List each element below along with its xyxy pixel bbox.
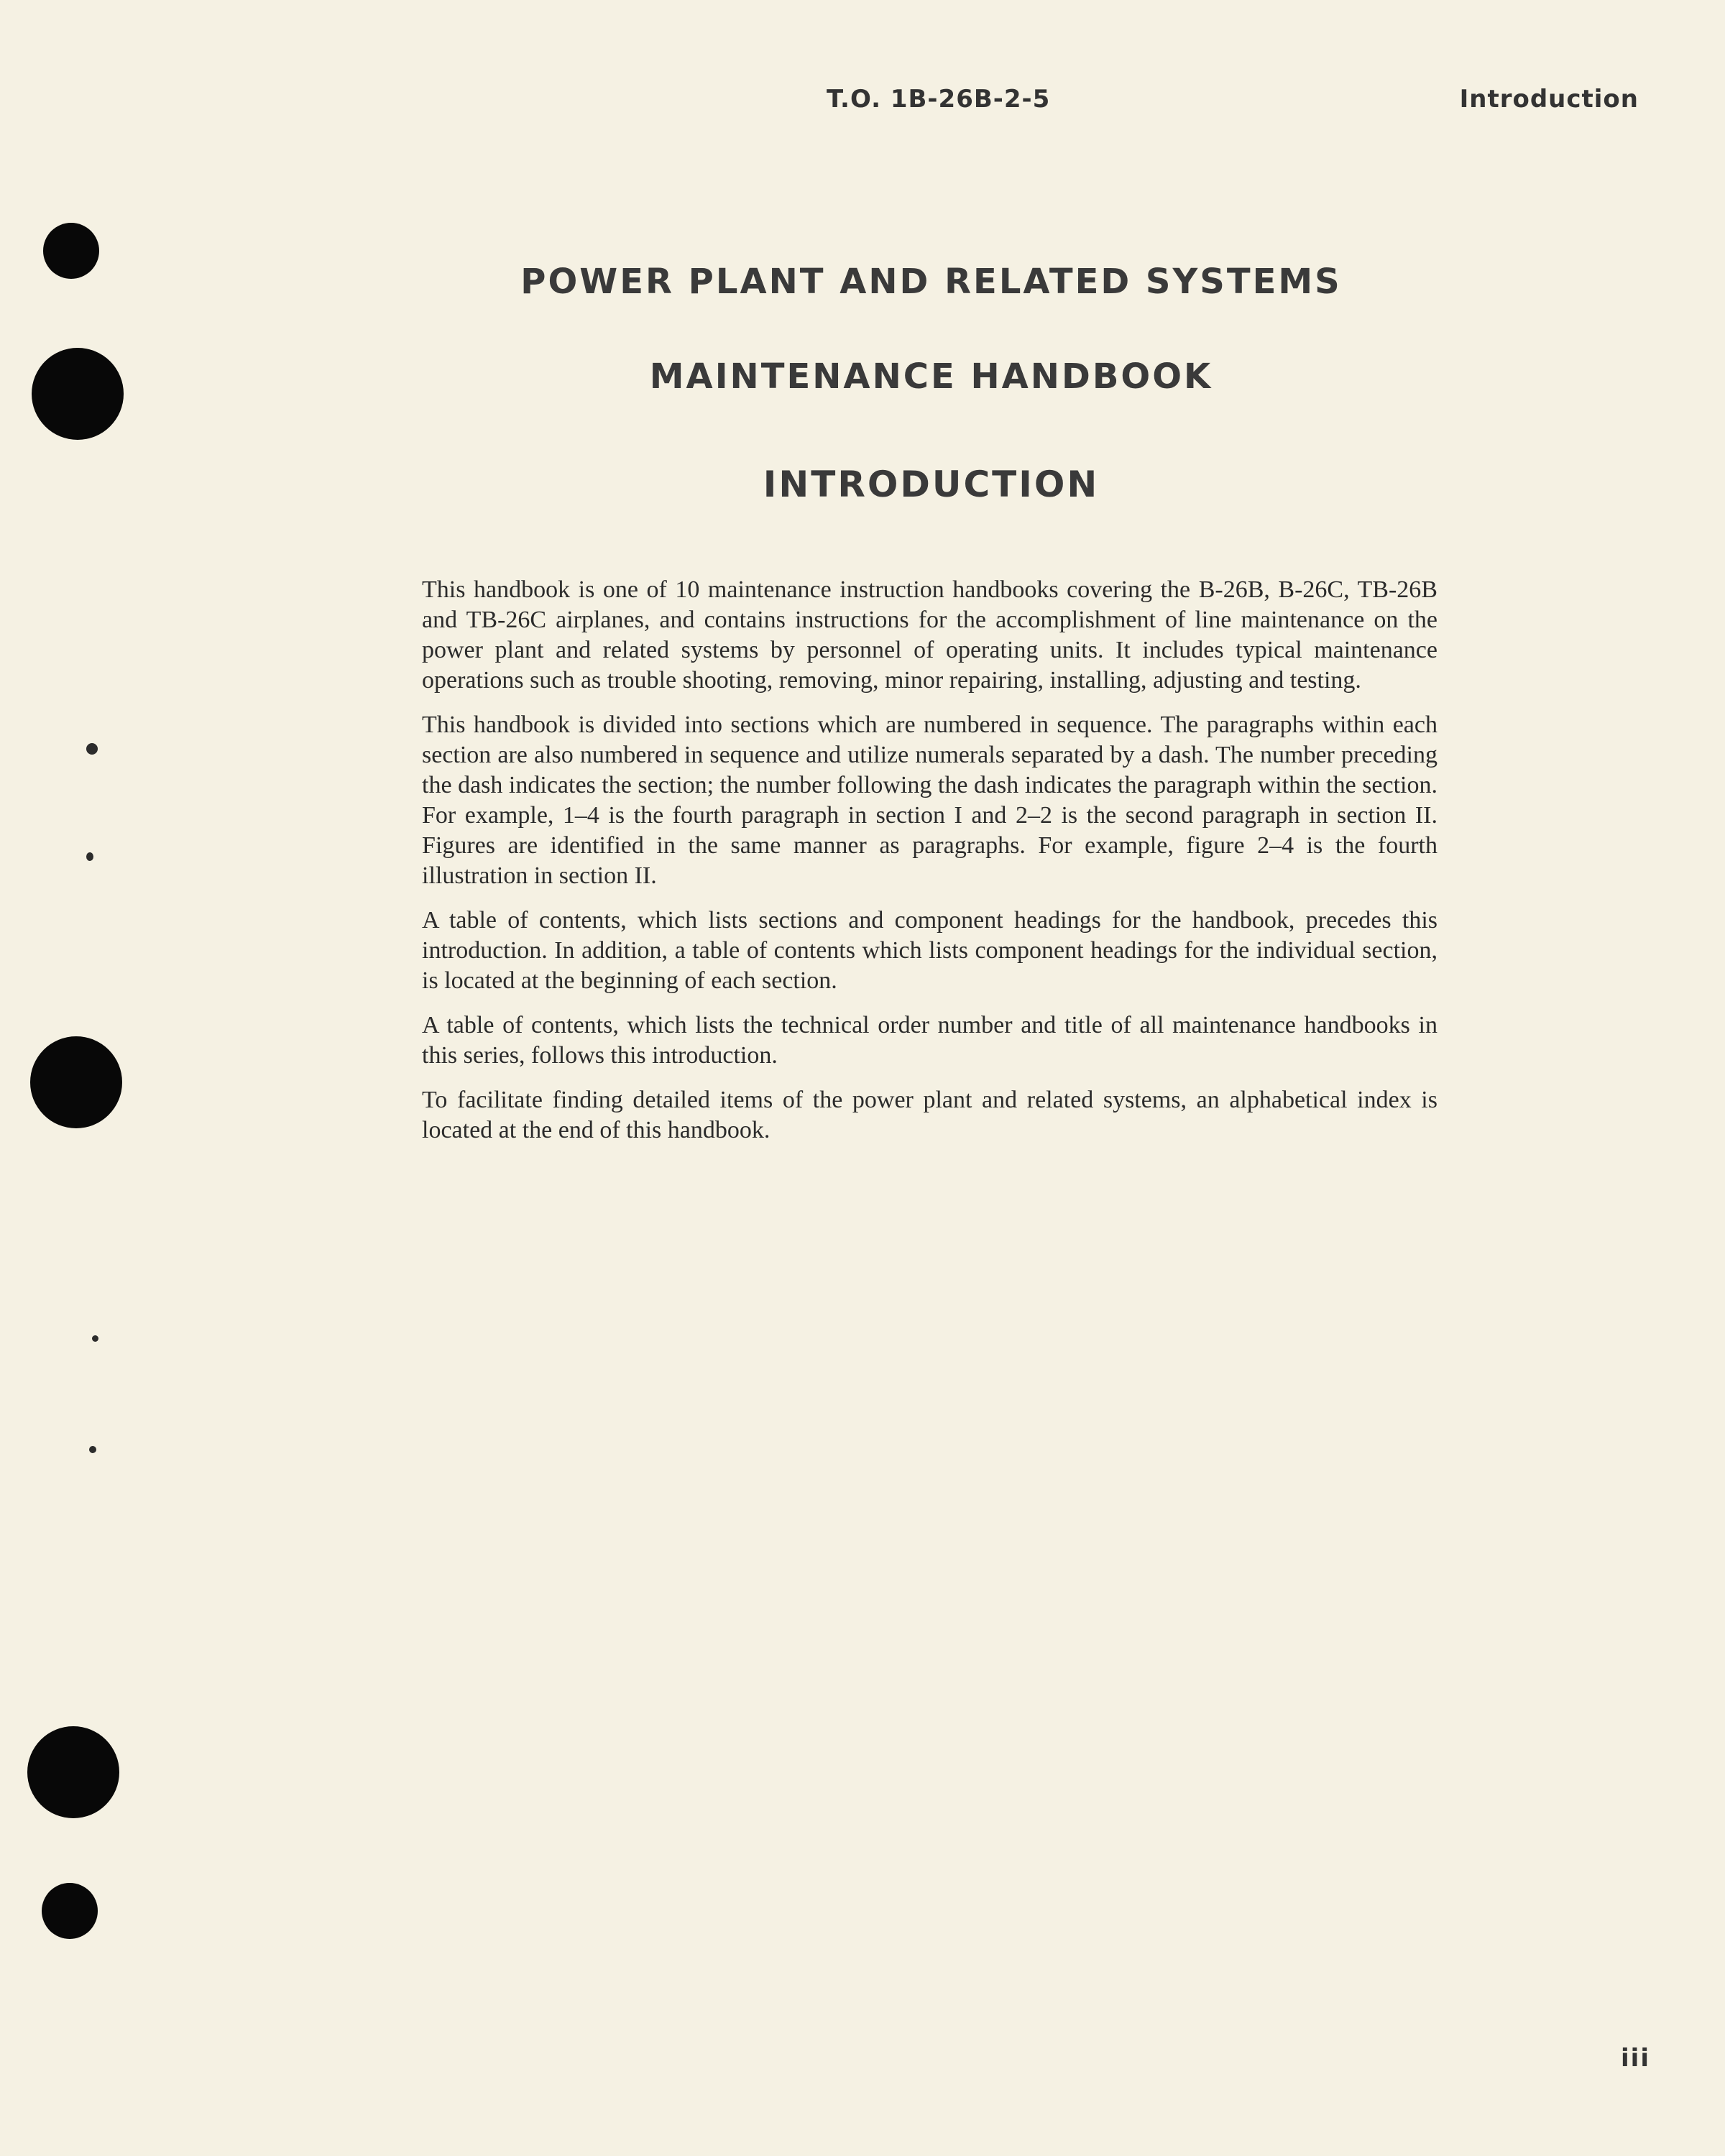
title-power-plant: POWER PLANT AND RELATED SYSTEMS (520, 262, 1342, 302)
paragraph: This handbook is divided into sections which are numbered in sequence. The paragraphs within each section are also numbered in sequence and utilize numerals separated by a dash. The number preceding the dash indicates the section; the number following the dash indicates the paragraph within the section. For example, 1–4 is the fourth paragraph in section I and 2–2 is the second paragraph in section II. Figures are identified in the same manner as paragraphs. For example, figure 2–4 is the fourth illustration in section II. (422, 711, 1438, 889)
paragraph: A table of contents, which lists the technical order number and title of all maintenance handbooks in this series, follows this introduction. (422, 1012, 1438, 1069)
title-introduction: INTRODUCTION (763, 464, 1100, 505)
section-header: Introduction (1459, 85, 1639, 114)
binder-hole (30, 1036, 122, 1128)
margin-speck (86, 852, 93, 861)
margin-speck (86, 743, 98, 755)
paragraph: To facilitate finding detailed items of the power plant and related systems, an alphabetical index is located at the end of this handbook. (422, 1087, 1438, 1143)
page-number: iii (1621, 2044, 1650, 2073)
paragraph: This handbook is one of 10 maintenance instruction handbooks covering the B-26B, B-26C, TB-26B and TB-26C airplanes, and contains instructions for the accomplishment of line maintenance on the power plant and related systems by personnel of operating units. It includes typical maintenance operations such as trouble shooting, removing, minor repairing, installing, adjusting and testing. (422, 576, 1438, 694)
margin-speck (89, 1446, 96, 1453)
binder-hole (42, 1883, 98, 1939)
margin-speck (92, 1335, 98, 1342)
paragraph: A table of contents, which lists sections and component headings for the handbook, precedes this introduction. In addition, a table of contents which lists component headings for the individual section, is located at the beginning of each section. (422, 907, 1438, 994)
introduction-body (422, 575, 1438, 1160)
binder-hole (27, 1726, 119, 1818)
document-number: T.O. 1B-26B-2-5 (827, 85, 1051, 114)
title-maintenance-handbook: MAINTENANCE HANDBOOK (649, 356, 1213, 397)
